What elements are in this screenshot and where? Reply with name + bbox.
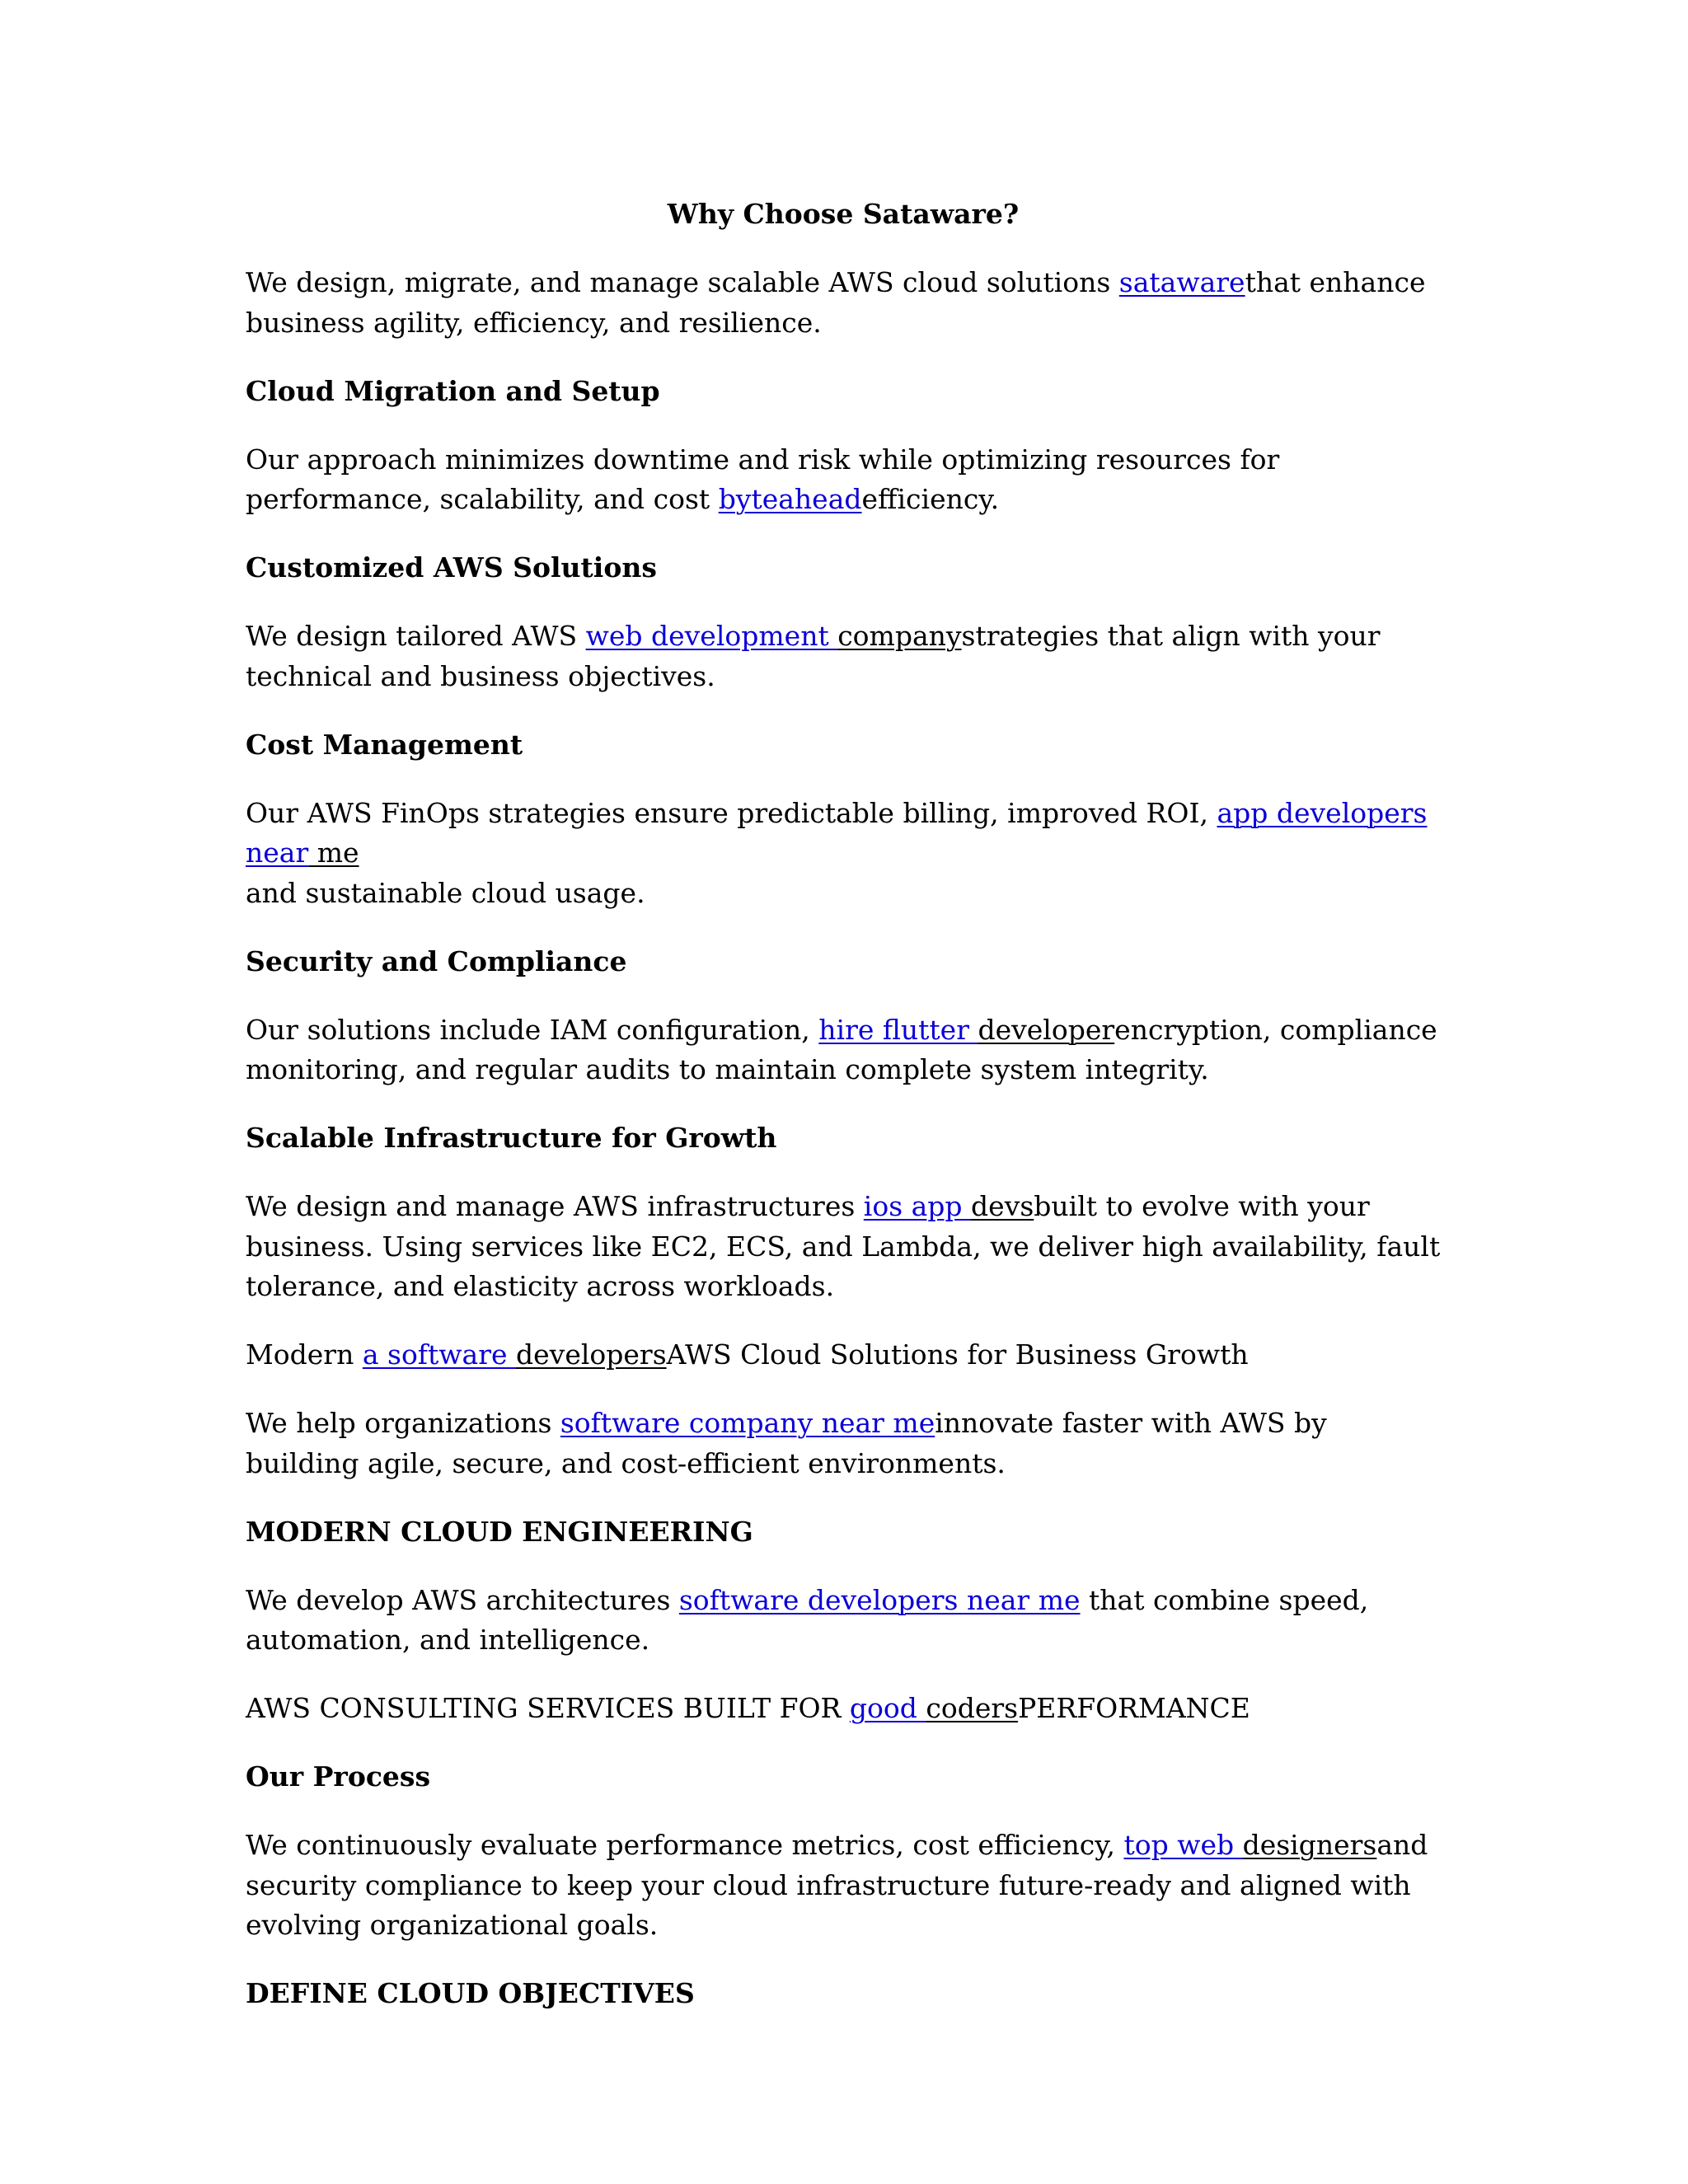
link-software-developers-near-me[interactable]: software developers near me	[678, 1583, 1081, 1616]
paragraph-text-before: Our approach minimizes downtime and risk while optimizing resources for performance, scalability, and cost	[246, 443, 1280, 515]
paragraph-text-after: efficiency.	[861, 483, 1000, 515]
link-tail-company[interactable]: company	[837, 620, 962, 652]
link-app-developers-near[interactable]: app developers near	[246, 796, 1428, 869]
link-top-web[interactable]: top web	[1123, 1829, 1243, 1861]
link-ios-app[interactable]: ios app	[863, 1190, 972, 1222]
link-tail-developer[interactable]: developer	[978, 1013, 1115, 1046]
paragraph-modern	[246, 1335, 1441, 1376]
paragraph-text-before: Our solutions include IAM configuration,	[246, 1013, 819, 1046]
heading-cloud-migration: Cloud Migration and Setup	[246, 374, 660, 407]
link-good[interactable]: good	[849, 1692, 926, 1724]
link-web-development[interactable]: web development	[585, 620, 838, 652]
paragraph-cost-management	[246, 794, 1441, 914]
paragraph-text-after: and sustainable cloud usage.	[246, 876, 645, 909]
paragraph-text-after: and security compliance to keep your cloud infrastructure future-ready and aligned with evolving organizational goals.	[246, 1829, 1428, 1941]
paragraph-text-after: strategies that align with your technical and business objectives.	[246, 620, 1381, 692]
heading-security-compliance: Security and Compliance	[246, 944, 627, 977]
paragraph-text-before: Our AWS FinOps strategies ensure predictable billing, improved ROI,	[246, 796, 1217, 829]
link-tail-devs[interactable]: devs	[971, 1190, 1034, 1222]
paragraph-text-after: built to evolve with your business. Using services like EC2, ECS, and Lambda, we deliver high availability, fault tolerance, and elasticity across workloads.	[246, 1190, 1441, 1302]
heading-modern-cloud-engineering: MODERN CLOUD ENGINEERING	[246, 1515, 753, 1548]
paragraph-consulting	[246, 1689, 1441, 1729]
paragraph-text-after: that combine speed, automation, and intelligence.	[246, 1583, 1369, 1656]
heading-cost-management: Cost Management	[246, 728, 523, 761]
paragraph-customized-aws	[246, 616, 1441, 696]
heading-define-cloud-objectives: DEFINE CLOUD OBJECTIVES	[246, 1977, 695, 2009]
link-hire-flutter[interactable]: hire flutter	[818, 1013, 978, 1046]
intro-paragraph	[246, 263, 1441, 343]
intro-text-after: that enhance business agility, efficiency, and resilience.	[246, 266, 1426, 339]
paragraph-develop	[246, 1581, 1441, 1661]
paragraph-scalable-infrastructure	[246, 1187, 1441, 1307]
link-tail-coders[interactable]: coders	[926, 1692, 1019, 1724]
heading-customized-aws: Customized AWS Solutions	[246, 551, 657, 583]
paragraph-text-before: We help organizations	[246, 1407, 560, 1439]
link-byteahead[interactable]: byteahead	[718, 483, 862, 515]
paragraph-text-after: encryption, compliance monitoring, and regular audits to maintain complete system integrity.	[246, 1013, 1437, 1085]
paragraph-text-before: We design tailored AWS	[246, 620, 586, 652]
paragraph-text-before: AWS CONSULTING SERVICES BUILT FOR	[246, 1692, 850, 1724]
paragraph-text-before: We design and manage AWS infrastructures	[246, 1190, 864, 1222]
document-page	[246, 194, 1441, 2042]
paragraph-process	[246, 1825, 1441, 1946]
link-a-software[interactable]: a software	[362, 1338, 517, 1371]
paragraph-text-before: We develop AWS architectures	[246, 1583, 679, 1616]
paragraph-text-before: We continuously evaluate performance metrics, cost efficiency,	[246, 1829, 1124, 1861]
link-tail-designers[interactable]: designers	[1242, 1829, 1377, 1861]
paragraph-security-compliance	[246, 1010, 1441, 1090]
paragraph-text-before: Modern	[246, 1338, 363, 1371]
paragraph-text-after: innovate faster with AWS by building agile, secure, and cost-efficient environments.	[246, 1407, 1327, 1479]
paragraph-cloud-migration	[246, 440, 1441, 520]
heading-our-process: Our Process	[246, 1760, 431, 1793]
link-tail-me[interactable]: me	[308, 837, 359, 869]
document-title: Why Choose Sataware?	[667, 198, 1020, 230]
link-software-company-near-me[interactable]: software company near me	[560, 1407, 935, 1439]
paragraph-text-after: PERFORMANCE	[1018, 1692, 1250, 1724]
intro-text-before: We design, migrate, and manage scalable AWS cloud solutions	[246, 266, 1119, 298]
heading-scalable-infrastructure: Scalable Infrastructure for Growth	[246, 1122, 777, 1154]
paragraph-help	[246, 1404, 1441, 1483]
paragraph-text-after: AWS Cloud Solutions for Business Growth	[666, 1338, 1249, 1371]
link-tail-developers[interactable]: developers	[516, 1338, 667, 1371]
link-sataware[interactable]: sataware	[1118, 266, 1245, 298]
